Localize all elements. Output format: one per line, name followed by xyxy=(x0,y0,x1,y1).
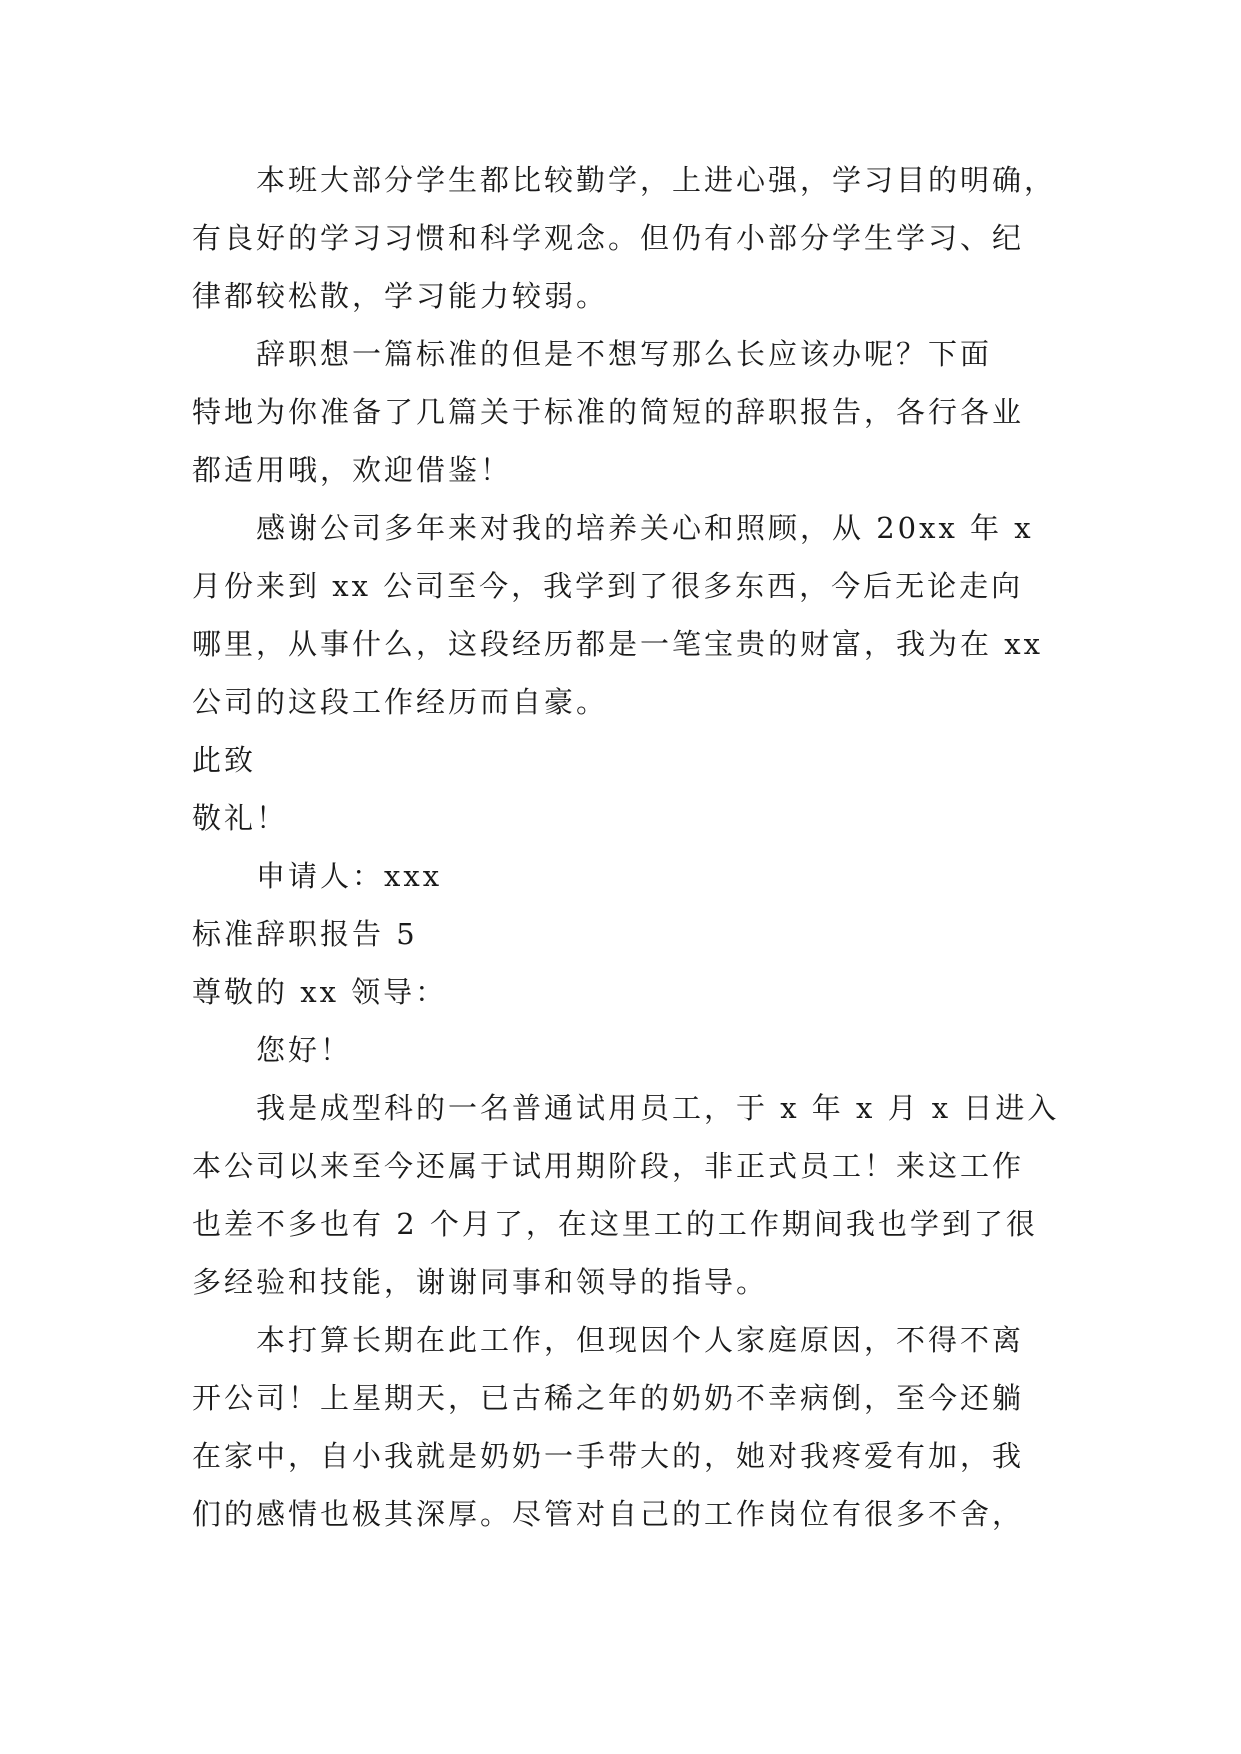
paragraph-line: 本打算长期在此工作，但现因个人家庭原因，不得不离 xyxy=(256,1323,1025,1357)
paragraph-line: 特地为你准备了几篇关于标准的简短的辞职报告，各行各业 xyxy=(192,395,1025,429)
paragraph-line: 开公司！上星期天，已古稀之年的奶奶不幸病倒，至今还躺 xyxy=(192,1381,1025,1415)
paragraph-line: 公司的这段工作经历而自豪。 xyxy=(192,685,609,719)
paragraph-line: 都适用哦，欢迎借鉴！ xyxy=(192,453,513,487)
paragraph-line: 辞职想一篇标准的但是不想写那么长应该办呢？下面 xyxy=(256,337,993,371)
greeting-line: 您好！ xyxy=(256,1033,353,1067)
paragraph-line: 在家中，自小我就是奶奶一手带大的，她对我疼爱有加，我 xyxy=(192,1439,1025,1473)
paragraph-line: 我是成型科的一名普通试用员工，于 x 年 x 月 x 日进入 xyxy=(256,1091,1060,1125)
paragraph-line: 本班大部分学生都比较勤学，上进心强，学习目的明确， xyxy=(256,163,1057,197)
paragraph-line: 多经验和技能，谢谢同事和领导的指导。 xyxy=(192,1265,769,1299)
paragraph-line: 本公司以来至今还属于试用期阶段，非正式员工！来这工作 xyxy=(192,1149,1025,1183)
salutation-line: 敬礼！ xyxy=(192,801,289,835)
paragraph-line: 哪里，从事什么，这段经历都是一笔宝贵的财富，我为在 xx xyxy=(192,627,1043,661)
paragraph-line: 月份来到 xx 公司至今，我学到了很多东西，今后无论走向 xyxy=(192,569,1024,603)
applicant-line: 申请人：xxx xyxy=(256,859,443,893)
paragraph-line: 们的感情也极其深厚。尽管对自己的工作岗位有很多不舍， xyxy=(192,1497,1025,1531)
paragraph-line: 感谢公司多年来对我的培养关心和照顾，从 20xx 年 x xyxy=(256,511,1034,545)
greeting-line: 尊敬的 xx 领导： xyxy=(192,975,448,1009)
paragraph-line: 有良好的学习习惯和科学观念。但仍有小部分学生学习、纪 xyxy=(192,221,1025,255)
section-title: 标准辞职报告 5 xyxy=(192,917,418,951)
paragraph-line: 律都较松散，学习能力较弱。 xyxy=(192,279,609,313)
closing-line: 此致 xyxy=(192,743,257,777)
paragraph-line: 也差不多也有 2 个月了，在这里工的工作期间我也学到了很 xyxy=(192,1207,1038,1241)
